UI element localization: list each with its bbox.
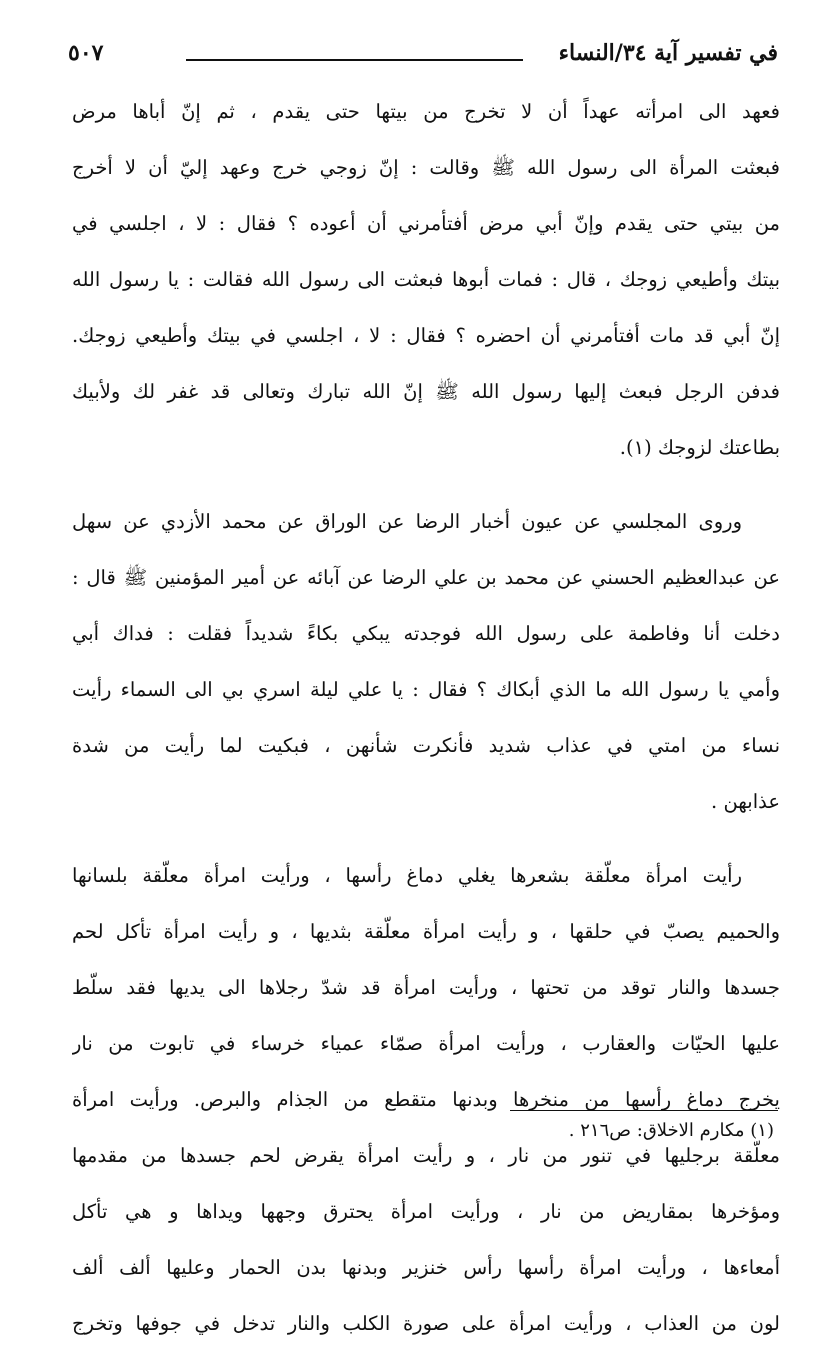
text-line: معلّقة برجليها في تنور من نار ، و رأيت امرأة يقرض لحم جسدها من مقدمها (72, 1144, 780, 1167)
text-line: إنّ أبي قد مات أفتأمرني أن احضره ؟ فقال : لا ، اجلسي في بيتك وأطيعي زوجك. (72, 324, 780, 347)
footnote: (١) مكارم الاخلاق: ص٢١٦ . (568, 1120, 774, 1141)
text-line: وروى المجلسي عن عيون أخبار الرضا عن الوراق عن محمد الأزدي عن سهل (72, 510, 742, 533)
text-line: لون من العذاب ، ورأيت امرأة على صورة الكلب والنار تدخل في جوفها وتخرج (72, 1312, 780, 1335)
paragraph-1 (72, 84, 780, 476)
footnote-rule (510, 1110, 778, 1111)
paragraph-2 (72, 494, 780, 830)
text-line: ومؤخرها بمقاريض من نار ، ورأيت امرأة يحترق وجهها ويداها و هي تأكل (72, 1200, 780, 1223)
text-line: بطاعتك لزوجك (١). (619, 436, 780, 459)
text-line: دخلت أنا وفاطمة على رسول الله فوجدته يبكي بكاءً شديداً فقلت : فداك أبي (72, 622, 780, 645)
text-line: وأمي يا رسول الله ما الذي أبكاك ؟ فقال : يا علي ليلة اسري بي الى السماء رأيت (72, 678, 780, 701)
page-number: ٥٠٧ (68, 40, 104, 66)
page-header (68, 38, 778, 78)
text-line: من بيتي حتى يقدم وإنّ أبي مرض أفتأمرني أن أعوده ؟ فقال : لا ، اجلسي في (72, 212, 780, 235)
running-title: في تفسير آية ٣٤/النساء (558, 40, 778, 66)
text-line: فعهد الى امرأته عهداً أن لا تخرج من بيتها حتى يقدم ، ثم إنّ أباها مرض (72, 100, 780, 123)
text-line: نساء من امتي في عذاب شديد فأنكرت شأنهن ، فبكيت لما رأيت من شدة (72, 734, 780, 757)
text-line: عن عبدالعظيم الحسني عن محمد بن علي الرضا عن آبائه عن أمير المؤمنين ﷺ قال : (72, 566, 780, 589)
text-line: يخرج دماغ رأسها من منخرها وبدنها متقطع من الجذام والبرص. ورأيت امرأة (72, 1088, 780, 1111)
text-line: بيتك وأطيعي زوجك ، قال : فمات أبوها فبعثت الى رسول الله فقالت : يا رسول الله (72, 268, 780, 291)
text-line: رأيت امرأة معلّقة بشعرها يغلي دماغ رأسها ، ورأيت امرأة معلّقة بلسانها (72, 864, 742, 887)
text-line: فدفن الرجل فبعث إليها رسول الله ﷺ إنّ الله تبارك وتعالى قد غفر لك ولأبيك (72, 380, 780, 403)
text-line: أمعاءها ، ورأيت امرأة رأسها رأس خنزير وبدنها بدن الحمار وعليها ألف ألف (72, 1256, 780, 1279)
header-rule (186, 59, 523, 61)
paragraph-3 (72, 848, 780, 1352)
page-body (72, 84, 780, 1370)
text-line: عليها الحيّات والعقارب ، ورأيت امرأة صمّاء عمياء خرساء في تابوت من نار (72, 1032, 780, 1055)
text-line: جسدها والنار توقد من تحتها ، ورأيت امرأة قد شدّ رجلاها الى يديها فقد سلّط (72, 976, 780, 999)
text-line: والحميم يصبّ في حلقها ، و رأيت امرأة معلّقة بثديها ، و رأيت امرأة تأكل لحم (72, 920, 780, 943)
text-line: عذابهن . (711, 790, 780, 813)
text-line: فبعثت المرأة الى رسول الله ﷺ وقالت : إنّ زوجي خرج وعهد إليّ أن لا أخرج (72, 156, 780, 179)
